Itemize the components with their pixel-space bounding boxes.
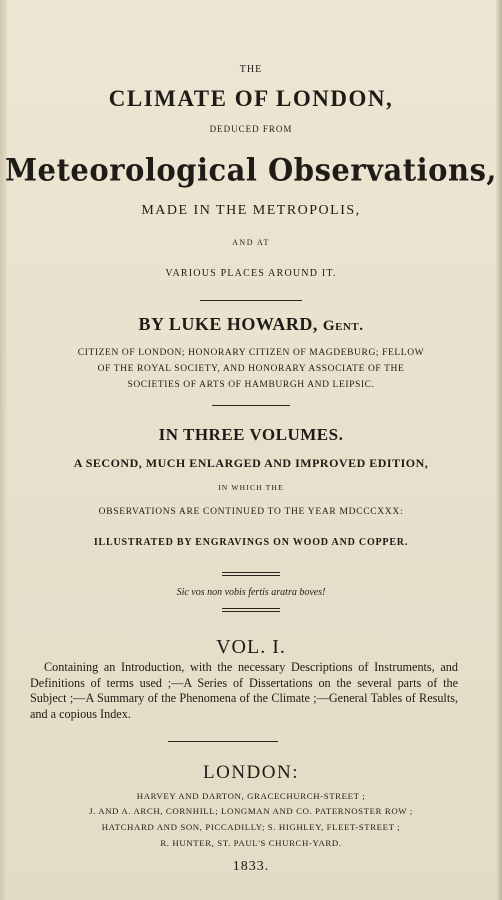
- credentials-line: SOCIETIES OF ARTS OF HAMBURGH AND LEIPSIC.: [127, 380, 375, 390]
- credentials-line: CITIZEN OF LONDON; HONORARY CITIZEN OF MAGDEBURG; FELLOW: [77, 348, 425, 358]
- continued-line: OBSERVATIONS ARE CONTINUED TO THE YEAR MDCCCXXX:: [98, 507, 404, 517]
- publisher-line: J. AND A. ARCH, CORNHILL; LONGMAN AND CO. PATERNOSTER ROW ;: [89, 806, 413, 816]
- edition-line: A SECOND, MUCH ENLARGED AND IMPROVED EDITION,: [73, 456, 429, 470]
- double-rule: [222, 611, 280, 612]
- publisher-line: HATCHARD AND SON, PICCADILLY; S. HIGHLEY, FLEET-STREET ;: [101, 822, 401, 832]
- blackletter-title: Meteorological Observations,: [4, 152, 498, 188]
- divider-rule: [212, 405, 290, 406]
- volumes-line: IN THREE VOLUMES.: [158, 425, 344, 444]
- deduced-from: DEDUCED FROM: [209, 124, 293, 134]
- volume-number: VOL. I.: [216, 636, 286, 658]
- contents-description: Containing an Introduction, with the necessary Descriptions of Instruments, and Definitions of terms used ;—A Series of Dissertations on the several parts of the Subject ;—A Summary of the Phenomena of the Climate ;—General Tables of Results, and a copious Index.: [30, 660, 458, 721]
- publisher-line: HARVEY AND DARTON, GRACECHURCH-STREET ;: [136, 791, 366, 801]
- made-in-line: MADE IN THE METROPOLIS,: [141, 203, 361, 218]
- author-name: BY LUKE HOWARD,: [138, 314, 318, 334]
- various-places-line: VARIOUS PLACES AROUND IT.: [165, 268, 337, 279]
- publication-year: 1833.: [232, 859, 270, 874]
- latin-motto: Sic vos non vobis fertis aratra boves!: [176, 587, 326, 598]
- double-rule: [222, 608, 280, 609]
- illustrated-line: ILLUSTRATED BY ENGRAVINGS ON WOOD AND COPPER.: [93, 537, 409, 548]
- publisher-line: R. HUNTER, ST. PAUL'S CHURCH-YARD.: [160, 838, 342, 848]
- main-title: CLIMATE OF LONDON,: [108, 86, 394, 111]
- divider-rule: [200, 300, 302, 301]
- double-rule: [222, 572, 280, 573]
- title-article: THE: [239, 64, 263, 75]
- double-rule: [222, 575, 280, 576]
- in-which-line: IN WHICH THE: [218, 483, 284, 492]
- credentials-line: OF THE ROYAL SOCIETY, AND HONORARY ASSOCIATE OF THE: [97, 364, 405, 374]
- imprint-place: LONDON:: [203, 762, 299, 783]
- author-suffix: Gent.: [322, 318, 364, 334]
- author-line: [0, 314, 502, 335]
- and-at-line: AND AT: [232, 238, 270, 247]
- divider-rule: [168, 741, 278, 742]
